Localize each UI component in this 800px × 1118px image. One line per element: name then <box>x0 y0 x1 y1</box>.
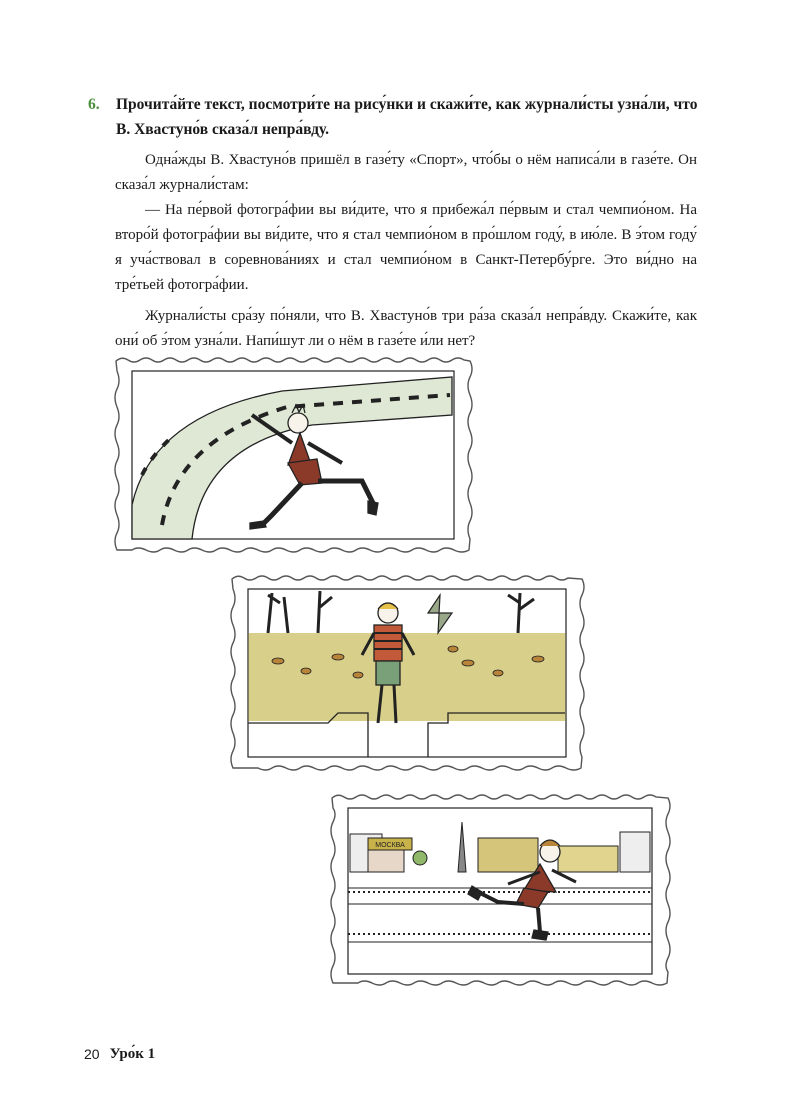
photo-2-boy-in-park <box>228 573 586 773</box>
photo-1-runner-on-track <box>112 355 474 555</box>
story-paragraph-2: — На пе́рвой фотогра́фии вы ви́дите, что я прибежа́л пе́рвым и стал чемпио́ном. На второ́й фотогра́фии вы ви́дите, что я стал чемпио́ном в про́шлом году́, в ию́ле. В э́том году́ я уча́ствовал в соревнова́ниях и стал чемпио́ном в Санкт-Петербу́рге. Это ви́дно на тре́тьей фотогра́фии. <box>115 202 697 293</box>
moscow-sign: МОСКВА <box>375 842 405 849</box>
lesson-label: Уро́к 1 <box>109 1046 156 1062</box>
page-number: 20 <box>84 1046 100 1062</box>
exercise-instruction: Прочита́йте текст, посмотри́те на рису́нки и скажи́те, как журнали́сты узна́ли, что В. Хвастуно́в сказа́л непра́вду. <box>116 96 698 138</box>
photo-3-runner-moscow <box>328 792 672 988</box>
page-footer <box>84 1046 155 1063</box>
story-text <box>115 148 697 354</box>
story-paragraph-3: Журнали́сты сра́зу по́няли, что В. Хвастуно́в три ра́за сказа́л непра́вду. Скажи́те, как они́ об э́том узна́ли. Напи́шут ли о нём в газе́те и́ли нет? <box>115 308 697 349</box>
exercise-number: 6. <box>88 96 100 113</box>
exercise-heading <box>88 92 708 142</box>
story-paragraph-1: Одна́жды В. Хвастуно́в пришёл в газе́ту «Спорт», что́бы о нём написа́ли в газе́те. Он сказа́л журнали́стам: <box>115 152 697 193</box>
